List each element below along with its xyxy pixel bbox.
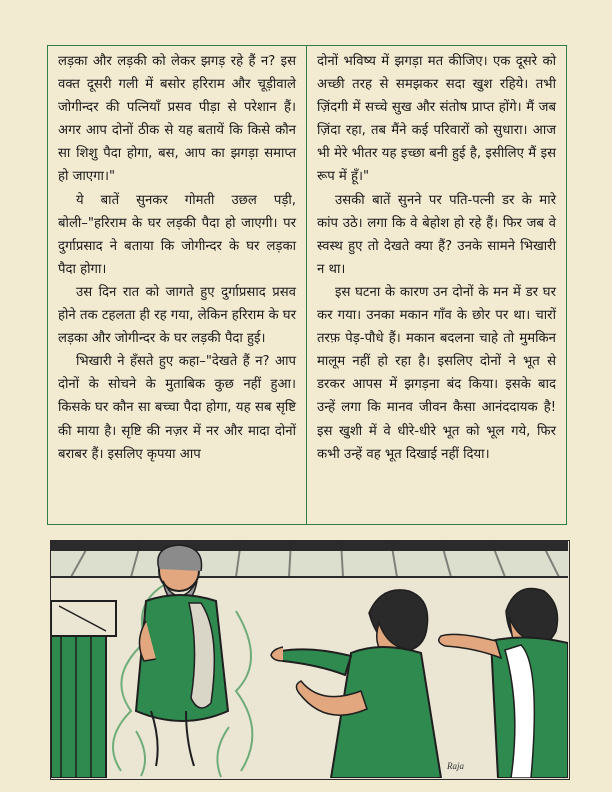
paragraph: उसकी बातें सुनने पर पति-पत्नी डर के मारे कांप उठे। लगा कि वे बेहोश हो रहे हैं। फिर जब वे स्वस्थ हुए तो देखते क्या हैं? उनके सामने भिखारी न था। <box>317 192 556 277</box>
paragraph: उस दिन रात को जागते हुए दुर्गाप्रसाद प्रसव होने तक टहलता ही रह गया, लेकिन हरिराम के घर लड़का और जोगीन्दर के घर लड़की पैदा हुई। <box>58 284 296 347</box>
text-column-right <box>307 46 566 524</box>
paragraph: इस घटना के कारण उन दोनों के मन में डर घर कर गया। उनका मकान गाँव के छोर पर था। चारों तरफ़ पेड़-पौधे हैं। मकान बदलना चाहे तो मुमकिन मालूम नहीं हो रहा है। इसलिए दोनों ने भूत से डरकर आपस में झगड़ना बंद किया। इसके बाद उन्हें लगा कि मानव जीवन कैसा आनंददायक है! इस खुशी में वे धीरे-धीरे भूत को भूल गये, फिर कभी उन्हें वह भूत दिखाई नहीं दिया। <box>317 284 556 462</box>
story-illustration <box>50 540 570 780</box>
illustration-scene <box>51 541 568 778</box>
paragraph: दोनों भविष्य में झगड़ा मत कीजिए। एक दूसरे को अच्छी तरह से समझकर सदा खुश रहिये। तभी ज़िंदगी में सच्चे सुख और संतोष प्राप्त होंगे। मैं जब ज़िंदा रहा, तब मैंने कई परिवारों को सुधारा। आज भी मेरे भीतर यह इच्छा बनी हुई है, इसीलिए मैं इस रूप में हूँ।" <box>317 54 556 185</box>
paragraph: लड़का और लड़की को लेकर झगड़ रहे हैं न? इस वक्त दूसरी गली में बसोर हरिराम और चूड़ीवाले जोगीन्दर की पत्नियाँ प्रसव पीड़ा से परेशान हैं। अगर आप दोनों ठीक से यह बतायें कि किसे कौन सा शिशु पैदा होगा, बस, आप का झगड़ा समाप्त हो जाएगा।" <box>58 54 296 185</box>
door <box>51 601 116 778</box>
artist-signature: Raja <box>447 761 464 771</box>
paragraph: भिखारी ने हँसते हुए कहा–"देखते हैं न? आप दोनों के सोचने के मुताबिक कुछ नहीं हुआ। किसके घर कौन सा बच्चा पैदा होगा, यह सब सृष्टि की माया है। सृष्टि की नज़र में नर और मादा दोनों बराबर हैं। इसलिए कृपया आप <box>58 354 296 462</box>
paragraph: ये बातें सुनकर गोमती उछल पड़ी, बोली–"हरिराम के घर लड़की पैदा हो जाएगी। पर दुर्गाप्रसाद ने बताया कि जोगीन्दर के घर लड़का पैदा होगा। <box>58 192 296 277</box>
ceiling-beam <box>51 541 568 551</box>
story-text-block <box>47 45 567 525</box>
text-column-left <box>48 46 307 524</box>
